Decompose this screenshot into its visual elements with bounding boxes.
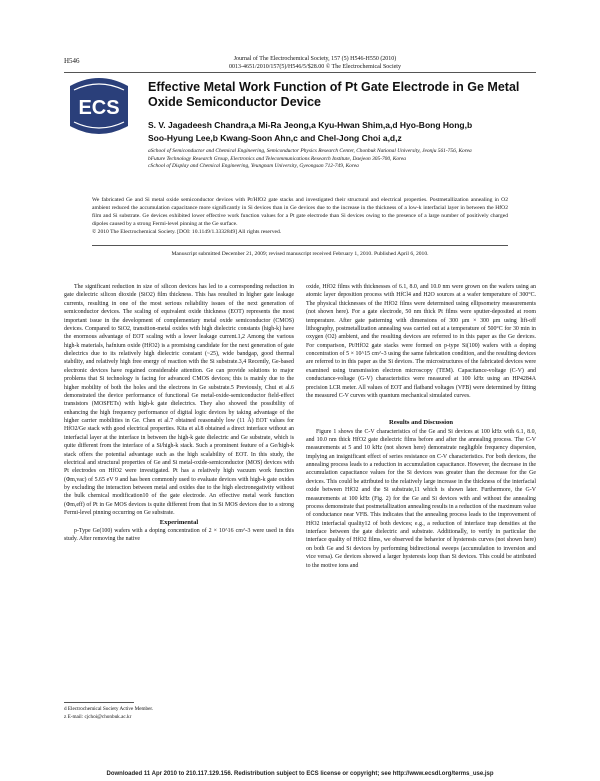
- authors-line-2: Soo-Hyung Lee,b Kwang-Soon Ahn,c and Chel-Jong Choi a,d,z: [148, 132, 402, 143]
- footnote-rule: [64, 702, 134, 703]
- ecs-logo: [64, 76, 134, 136]
- experimental-paragraph: p-Type Ge(100) wafers with a doping concentration of 2 × 10^16 cm^-3 were used in this study. After removing the native: [64, 527, 294, 543]
- affiliation-c: cSchool of Display and Chemical Engineering, Yeungnam University, Gyeongsan 712-749, Korea: [148, 163, 359, 170]
- page-number: H546: [64, 57, 80, 65]
- header-rule: [64, 72, 536, 73]
- footnote-email: z E-mail: cjchoi@chonbuk.ac.kr: [64, 713, 132, 720]
- footnote-member: d Electrochemical Society Active Member.: [64, 706, 154, 712]
- journal-citation: Journal of The Electrochemical Society, 157 (5) H546-H550 (2010): [233, 56, 397, 62]
- footnotes: [64, 706, 153, 721]
- body-column-left: [64, 283, 294, 544]
- abstract-rule: [92, 245, 508, 246]
- affiliation-a: aSchool of Semiconductor and Chemical Engineering, Semiconductor Physics Research Center, Chonbuk National University, Jeonju 561-756, Korea: [148, 148, 472, 154]
- download-notice: Downloaded 11 Apr 2010 to 210.117.129.156. Redistribution subject to ECS license or copyright; see http://www.ecsdl.org/terms_use.jsp: [106, 771, 494, 777]
- experimental-continued-paragraph: oxide, HfO2 films with thicknesses of 6.1, 8.0, and 10.0 nm were grown on the wafers using an atomic layer deposition process with HfCl4 and H2O sources at a wafer temperature of 300°C. The physical thicknesses of the HfO2 films were determined using ellipsometry measurements (not shown here). For a gate electrode, 50 nm thick Pt films were sputter-deposited at room temperature. After gate patterning with dimensions of 300 μm × 300 μm using lift-off lithography, postmetallization annealing was carried out at a temperature of 500°C for 30 min in oxygen (O2) ambient, and the resulting devices are referred to in this paper as the Ge devices. For comparison, Pt/HfO2 gate stacks were formed on p-type Si(100) wafers with a doping concentration of 5 × 10^15 cm^-3 using the same fabrication condition, and the resulting devices are referred to in this paper as the Si devices. The microstructures of the fabricated devices were examined using transmission electron microscopy (TEM). Capacitance-voltage (C-V) and conductance-voltage (G-V) characteristics were measured at 100 kHz using an HP4284A precision LCR meter. All values of EOT and flatband voltages (VFB) were determined by fitting the measured C-V curves with quantum mechanical simulated curves.: [306, 284, 536, 399]
- affiliation-b: bFuture Technology Research Group, Electronics and Telecommunications Research Institute, Daejeon 305-700, Korea: [148, 155, 407, 162]
- manuscript-dates: Manuscript submitted December 21, 2009; revised manuscript received February 1, 2010. Published April 6, 2010.: [171, 251, 429, 257]
- copyright-doi: © 2010 The Electrochemical Society. [DOI: 10.1149/1.3332849] All rights reserved.: [92, 228, 282, 235]
- authors-line-1: S. V. Jagadeesh Chandra,a Mi-Ra Jeong,a Kyu-Hwan Shim,a,d Hyo-Bong Hong,b: [148, 120, 473, 130]
- intro-paragraph: The significant reduction in size of silicon devices has led to a corresponding reduction in gate dielectric silicon dioxide (SiO2) film thickness. This has resulted in higher gate leakage currents, resulting in one of the most serious reliability issues of the next generation of semiconductor devices. The scaling of equivalent oxide thickness (EOT) represents the most important issue in the development of complementary metal oxide semiconductor (CMOS) devices. Compared to SiO2, transition-metal oxides with high dielectric constants (high-k) have the enormous advantage of EOT scaling with a lower leakage current.1,2 Among the various high-k materials, hafnium oxide (HfO2) is a promising candidate for the next generation of gate dielectrics due to its relatively high dielectric constant (~25), wide bandgap, good thermal stability, and relatively high free energy of reaction with the Si substrate.3,4 Recently, Ge-based electronic devices have regained considerable attention. Ge can provide solutions to major problems that Si technology is facing for advanced CMOS devices; this is mainly due to the higher mobility of both the holes and the electrons in Ge substrate.5 Previously, Chui et al.6 demonstrated the device performance of functional Ge metal-oxide-semiconductor field-effect transistors (MOSFETs) with high-k gate dielectrics. They also showed the possibility of enhancing the high frequency performance of digital logic devices by taking advantage of the higher carrier mobilities in Ge. Chen et al.7 obtained reasonably low (11 Å) EOT values for HfO2/Ge stack with good electrical properties. Kita et al.8 obtained a direct interface without an interfacial layer at the interface in between the high-k gate dielectric and Ge substrate, which is quite different from the interface of a Si/high-k stack. Such a prominent feature of a Ge/high-k stack offers the potential advantage such as the high scalability of EOT. In this study, the electrical and structural properties of Ge and Si metal-oxide-semiconductor (MOS) devices with Pt electrodes on HfO2 were investigated. Pt has a relatively high vacuum work function (Φm,vac) of 5.65 eV 9 and has been commonly used to evaluate devices with high-k gate oxides by excluding the interaction between metal and oxides due to the high electronegativity without the bulk chemical modification10 of the gate electrode. An effective metal work function (Φm,eff) of Pt in Ge MOS devices is quite different from that in Si MOS devices due to a strong Fermi-level pinning occurring on Ge substrate.: [64, 284, 294, 517]
- issn-line: 0013-4651/2010/157(5)/H546/5/$28.00 © The Electrochemical Society: [229, 63, 401, 70]
- ecs-logo-text: ECS: [78, 97, 120, 119]
- abstract-text: We fabricated Ge and Si metal oxide semiconductor devices with Pt/HfO2 gate stacks and investigated their structural and electrical properties. Postmetallization annealing in O2 ambient reduced the accumulation capacitance more significantly in Si devices than in Ge devices due to the increase in the thickness of a low-k interfacial layer in between the HfO2 film and Si substrate. Ge devices exhibited lower effective work function values for a Pt gate electrode than Si devices owing to the presence of a large number of positively charged dipoles caused by a strong Fermi-level pinning at the Ge surface.: [92, 197, 508, 227]
- abstract: [92, 197, 508, 237]
- section-heading-experimental: Experimental: [159, 518, 199, 526]
- affiliations: [148, 148, 548, 171]
- results-paragraph: Figure 1 shows the C-V characteristics of the Ge and Si devices at 100 kHz with 6.1, 8.0, and 10.0 nm thick HfO2 gate dielectric films before and after the annealing process. The C-V measurements at 5 and 10 kHz (not shown here) demonstrate negligible frequency dispersion, implying an insignificant effect of series resistance on C-V characteristics. For both devices, the annealing process leads to a reduction in accumulation capacitance. However, the decrease in the accumulation capacitance values for the Si devices was greater than the decrease for the Ge devices. This could be attributed to the relatively large increase in the thickness of the interfacial oxide between HfO2 and the Si substrate,11 which is shown later. Furthermore, the G-V measurements at 100 kHz (Fig. 2) for the Ge and Si devices with and without the annealing process demonstrate that postmetallization annealing results in a reduction of the maximum value of conductance near VFB. This indicates that the annealing process leads to the improvement of HfO2 interfacial quality12 of both devices; e.g., a reduction of interface trap densities at the interface between the gate dielectric and substrate. Additionally, to verify in particular the interface quality of HfO2 films, we observed the behavior of hysteresis curves (not shown here) on both Ge and Si devices by performing bidirectional sweeps (accumulation to inversion and vice versa). Ge devices showed a larger hysteresis loop than Si devices. This could be attributed to the motive ions and: [306, 428, 536, 569]
- section-heading-results: Results and Discussion: [388, 419, 454, 427]
- body-column-right: [306, 283, 536, 570]
- author-list: [148, 119, 548, 145]
- article-title: Effective Metal Work Function of Pt Gate Electrode in Ge Metal Oxide Semiconductor Device: [148, 80, 520, 110]
- journal-header: [150, 56, 480, 71]
